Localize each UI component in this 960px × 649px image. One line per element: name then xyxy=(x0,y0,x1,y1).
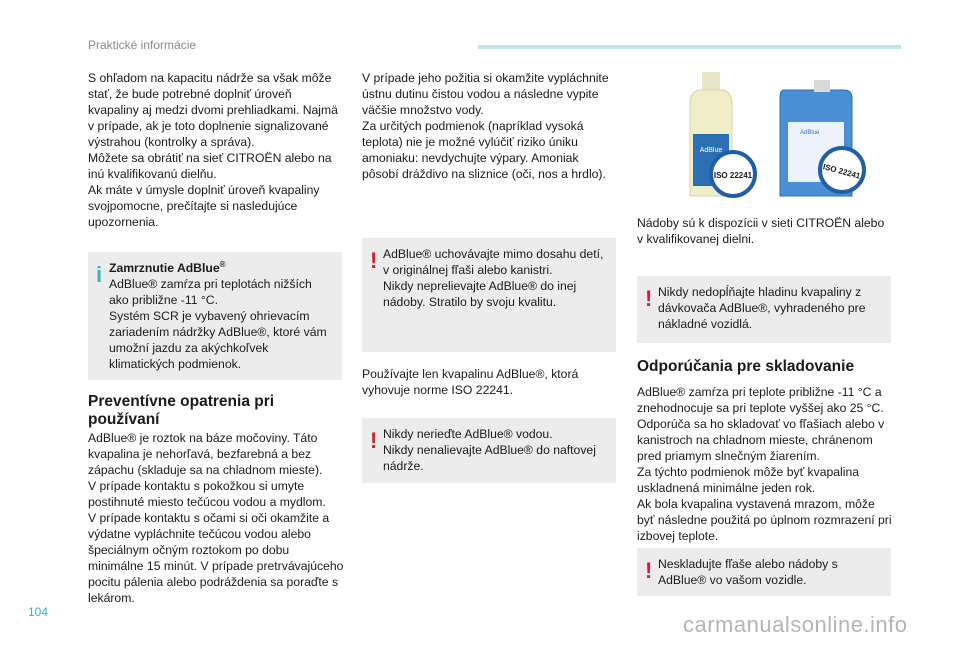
paragraph: Nikdy nenalievajte AdBlue® do naftovej nádrže. xyxy=(383,443,596,473)
page-number: 104 xyxy=(28,605,49,619)
warning-icon: ! xyxy=(645,558,653,583)
paragraph: Za určitých podmienok (napríklad vysoká teplota) nie je možné vylúčiť riziko úniku amoniaku: nevdychujte výpary. Amoniak pôsobí dráždivo na sliznice (oči, nos a hrdlo). xyxy=(362,119,606,181)
paragraph: Nádoby sú k dispozícii v sieti CITROËN alebo v kvalifikovanej dielni. xyxy=(637,216,885,246)
paragraph: AdBlue® zamŕza pri teplotách nižších ako približne -11 °C. xyxy=(109,277,312,307)
col2-middle xyxy=(362,366,617,398)
paragraph: Neskladujte fľaše alebo nádoby s AdBlue® vo vašom vozidle. xyxy=(658,557,838,587)
watermark: carmanualsonline.info xyxy=(683,612,908,637)
info-icon: i xyxy=(96,262,103,287)
paragraph: S ohľadom na kapacitu nádrže sa však môže stať, že bude potrebné doplniť úroveň kvapaliny aj medzi dvomi prehliadkami. Najmä v prípade, ak je toto doplnenie signalizované výstrahou (kontrolky a správa). xyxy=(88,71,338,149)
box-title: Zamrznutie AdBlue® xyxy=(109,259,226,275)
info-box-freezing xyxy=(88,252,342,380)
warning-box-truck-pump xyxy=(637,276,891,343)
paragraph: V prípade kontaktu s pokožkou si umyte postihnuté miesto tečúcou vodou a mydlom. xyxy=(88,479,326,509)
iso-label: ISO 22241 xyxy=(713,171,753,180)
heading-storage: Odporúčania pre skladovanie xyxy=(637,358,855,375)
header-accent-bar xyxy=(478,45,901,49)
paragraph: V prípade kontaktu s očami si oči okamžite a výdatne vypláchnite tečúcou vodou alebo špeciálnym očným roztokom po dobu minimálne 15 minút. V prípade pretrvávajúceho pocitu pálenia alebo podráždenia sa poraďte s lekárom. xyxy=(88,511,344,605)
warning-box-vehicle-storage xyxy=(637,548,891,596)
paragraph: Nikdy neprelievajte AdBlue® do inej nádoby. Stratilo by svoju kvalitu. xyxy=(383,279,577,309)
warning-box-dilution xyxy=(362,418,616,483)
warning-box-storage xyxy=(362,238,616,352)
heading-precautions: Preventívne opatrenia pri používaní xyxy=(88,393,275,428)
paragraph: Systém SCR je vybavený ohrievacím zariadením nádržky AdBlue®, ktoré vám umožní jazdu za akýchkoľvek klimatických podmienok. xyxy=(109,309,327,371)
col1-intro xyxy=(88,70,344,230)
warning-icon: ! xyxy=(370,428,378,453)
paragraph: V prípade jeho požitia si okamžite vypláchnite ústnu dutinu čistou vodou a následne vypite väčšie množstvo vody. xyxy=(362,71,609,117)
paragraph: AdBlue® je roztok na báze močoviny. Táto kvapalina je nehorľavá, bezfarebná a bez zápachu (skladuje sa na chladnom mieste). xyxy=(88,431,323,477)
iso-label: ISO 22241 xyxy=(821,162,862,181)
paragraph: AdBlue® uchovávajte mimo dosahu detí, v originálnej fľaši alebo kanistri. xyxy=(383,247,604,277)
paragraph: AdBlue® zamŕza pri teplote približne -11 °C a znehodnocuje sa pri teplote vyššej ako 25 °C. Odporúča sa ho skladovať vo fľašiach alebo v kanistroch na chladnom mieste, chránenom pred priamym slnečným žiarením. xyxy=(637,385,885,463)
paragraph: Ak máte v úmysle doplniť úroveň kvapaliny svojpomocne, prečítajte si nasledujúce upozornenia. xyxy=(88,183,320,229)
paragraph: Používajte len kvapalinu AdBlue®, ktorá vyhovuje norme ISO 22241. xyxy=(362,367,579,397)
adblue-containers-image xyxy=(676,72,886,204)
paragraph: Nikdy nerieďte AdBlue® vodou. xyxy=(383,427,553,441)
warning-icon: ! xyxy=(370,248,378,273)
paragraph: Ak bola kvapalina vystavená mrazom, môže byť následne použitá po úplnom rozmrazení pri izbovej teplote. xyxy=(637,497,892,543)
canister-brand: AdBlue xyxy=(800,130,820,136)
col1-body xyxy=(88,430,344,606)
section-title: Praktické informácie xyxy=(88,38,197,52)
col3-body xyxy=(637,384,893,544)
paragraph: Za týchto podmienok môže byť kvapalina uskladnená minimálne jeden rok. xyxy=(637,465,860,495)
paragraph: Môžete sa obrátiť na sieť CITROËN alebo na inú kvalifikovanú dielňu. xyxy=(88,151,332,181)
bottle-spout xyxy=(702,72,720,90)
col3-caption xyxy=(637,215,893,247)
canister-cap xyxy=(814,80,830,92)
col2-intro xyxy=(362,70,617,182)
bottle-brand: AdBlue xyxy=(699,147,723,154)
warning-icon: ! xyxy=(645,286,653,311)
paragraph: Nikdy nedopĺňajte hladinu kvapaliny z dávkovača AdBlue®, vyhradeného pre nákladné vozidlá. xyxy=(658,285,866,331)
